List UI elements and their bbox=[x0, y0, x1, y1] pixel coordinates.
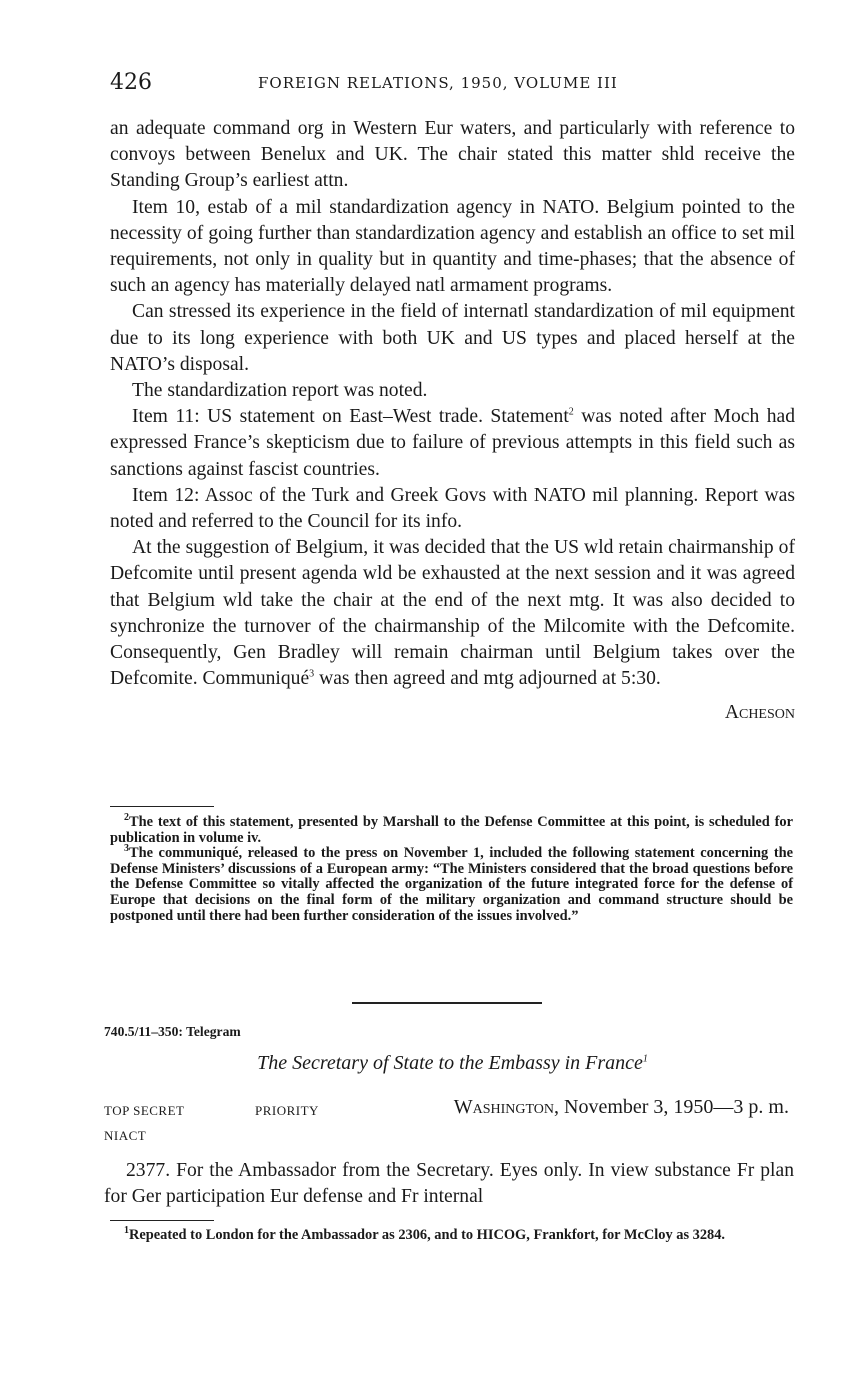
footnote-rule bbox=[110, 806, 214, 807]
footnote-text: Repeated to London for the Ambassador as 2306, and to HICOG, Frankfort, for McCloy as 3284. bbox=[129, 1227, 726, 1243]
priority: PRIORITY bbox=[255, 1103, 319, 1118]
page-number: 426 bbox=[110, 70, 152, 95]
paragraph-6: Item 12: Assoc of the Turk and Greek Govs with NATO mil planning. Report was noted and referred to the Council for its info. bbox=[110, 484, 795, 533]
footnote-number: 3 bbox=[124, 843, 129, 855]
signature: Acheson bbox=[724, 702, 795, 724]
footnote-number: 2 bbox=[124, 812, 129, 824]
footnote-text: The text of this statement, presented by Marshall to the Defense Committee at this point, is scheduled for publication in volume iv. bbox=[110, 814, 793, 846]
paragraph-7-text-b: was then agreed and mtg adjourned at 5:30. bbox=[319, 668, 661, 690]
footnote-2 bbox=[110, 812, 793, 846]
page-header bbox=[110, 70, 800, 100]
document-title bbox=[110, 1052, 795, 1075]
paragraph-4: The standardization report was noted. bbox=[132, 380, 428, 402]
paragraph-2: Item 10, estab of a mil standardization agency in NATO. Belgium pointed to the necessity of going further than standardization agency and establish an office to set mil requirements, not only in quality but in quantity and time-phases; that the absence of such an agency has materially delayed natl armament programs. bbox=[110, 196, 795, 297]
dateline-place: Washington, bbox=[453, 1096, 560, 1118]
section-separator bbox=[352, 1002, 542, 1004]
footnote-rule bbox=[110, 1220, 214, 1221]
footnote-ref-3: 3 bbox=[309, 668, 315, 680]
dateline-date: November 3, 1950—3 p. m. bbox=[564, 1096, 789, 1118]
paragraph-3: Can stressed its experience in the field of internatl standardization of mil equipment due to its long experience with both UK and US types and placed herself at the NATO’s disposal. bbox=[110, 301, 795, 375]
footnote-text: The communiqué, released to the press on November 1, included the following statement concerning the Defense Ministers’ discussions of a European army: “The Ministers considered that the broad questions before the Defense Committee so vitally affected the organization of the future integrated force for the defense of Europe that decisions on the final form of the military organization and command structure should be postponed until there had been further consideration of the issues involved.” bbox=[110, 845, 793, 924]
telegram-paragraph: 2377. For the Ambassador from the Secretary. Eyes only. In view substance Fr plan for Ger participation Eur defense and Fr internal bbox=[104, 1160, 794, 1208]
classification: TOP SECRET bbox=[104, 1103, 185, 1118]
body-text bbox=[110, 116, 795, 727]
paragraph-7 bbox=[110, 535, 795, 692]
paragraph-5-text-b: was noted after Moch had expressed France’s skepticism due to failure of previous attempts in this field such as sanctions against fascist countries. bbox=[110, 406, 795, 480]
document-title-text: The Secretary of State to the Embassy in France bbox=[257, 1052, 643, 1074]
document-id: 740.5/11–350: Telegram bbox=[104, 1024, 241, 1039]
footnotes-top bbox=[110, 812, 793, 924]
running-title: FOREIGN RELATIONS, 1950, VOLUME III bbox=[258, 74, 618, 92]
paragraph-7-text-a: At the suggestion of Belgium, it was decided that the US wld retain chairmanship of Defcomite until present agenda wld be exhausted at the next session and it was agreed that Belgium wld take the chair at the end of the next mtg. It was also decided to synchronize the turnover of the chairmanship of the Milcomite with the Defcomite. Consequently, Gen Bradley will remain chairman until Belgium takes over the Defcomite. Communiqué bbox=[110, 537, 795, 690]
paragraph-5 bbox=[110, 404, 795, 483]
footnote-3 bbox=[110, 843, 793, 924]
footnote-ref-2: 2 bbox=[568, 406, 574, 418]
dateline bbox=[454, 1096, 789, 1119]
footnotes-bottom bbox=[110, 1225, 793, 1244]
telegram-text bbox=[104, 1158, 794, 1210]
niact: NIACT bbox=[104, 1128, 147, 1143]
paragraph-1: an adequate command org in Western Eur waters, and particularly with reference to convoys between Benelux and UK. The chair stated this matter shld receive the Standing Group’s earliest attn. bbox=[110, 118, 795, 192]
footnote-number: 1 bbox=[124, 1225, 129, 1237]
footnote-ref-1: 1 bbox=[642, 1053, 648, 1065]
footnote-1 bbox=[110, 1225, 793, 1244]
paragraph-5-text-a: Item 11: US statement on East–West trade. Statement bbox=[132, 406, 569, 428]
